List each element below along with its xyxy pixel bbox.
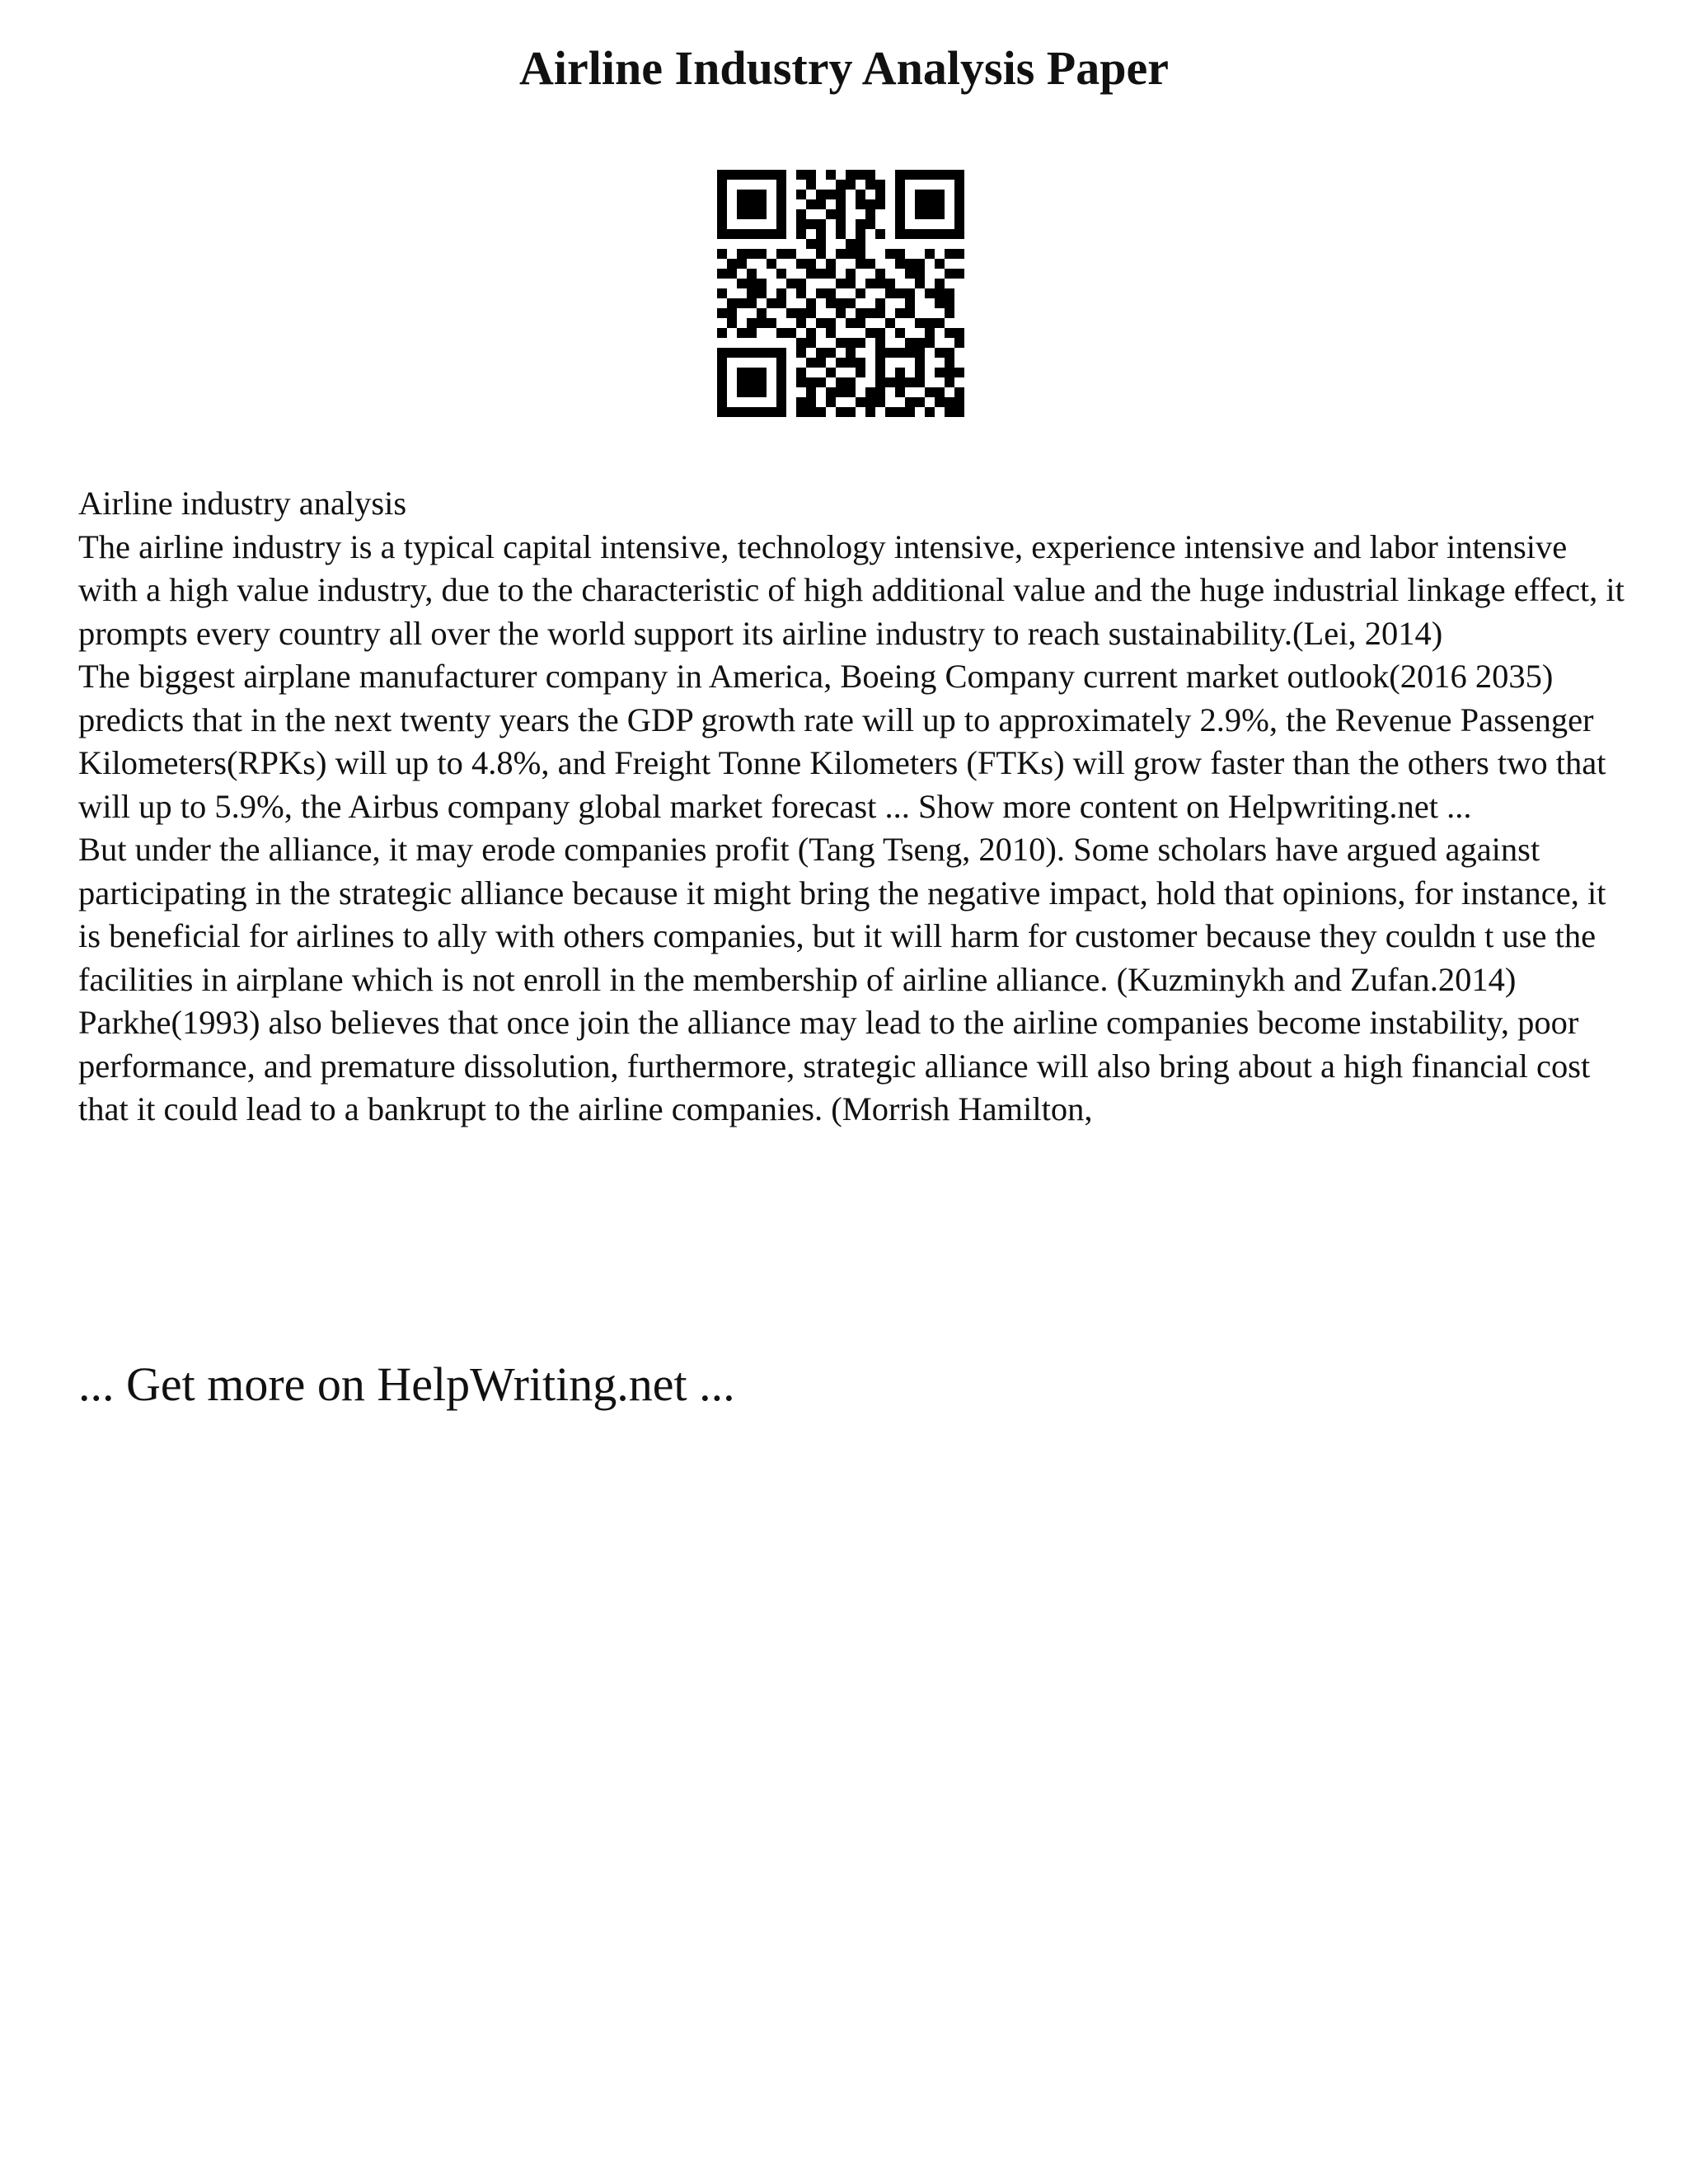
qr-code-icon	[717, 170, 964, 417]
section-heading: Airline industry analysis	[78, 485, 407, 522]
article-body	[78, 482, 1628, 1132]
paragraph-alliance-profit: But under the alliance, it may erode companies profit (Tang Tseng, 2010). Some scholars have argued against participating in the strategic alliance because it might bring the negative impact, hold that opinions, for instance, it is beneficial for airlines to ally with others companies, but it will harm for customer because they couldn t use the facilities in airplane which is not enroll in the membership of airline alliance. (Kuzminykh and Zufan.2014)	[78, 831, 1606, 998]
paragraph-market-outlook: The biggest airplane manufacturer company in America, Boeing Company current market outlook(2016 2035) predicts that in the next twenty years the GDP growth rate will up to approximately 2.9%, the Revenue Passenger Kilometers(RPKs) will up to 4.8%, and Freight Tonne Kilometers (FTKs) will grow faster than the others two that will up to 5.9%, the Airbus company global market forecast ... Show more content on Helpwriting.net ...	[78, 658, 1606, 825]
get-more-link[interactable]: ... Get more on HelpWriting.net ...	[78, 1357, 735, 1411]
page-title: Airline Industry Analysis Paper	[519, 41, 1169, 95]
paragraph-industry-overview: The airline industry is a typical capital intensive, technology intensive, experience intensive and labor intensive with a high value industry, due to the characteristic of high additional value and the huge industrial linkage effect, it prompts every country all over the world support its airline industry to reach sustainability.(Lei, 2014)	[78, 527, 1625, 652]
paragraph-alliance-risk: Parkhe(1993) also believes that once join the alliance may lead to the airline companies become instability, poor performance, and premature dissolution, furthermore, strategic alliance will also bring about a high financial cost that it could lead to a bankrupt to the airline companies. (Morrish Hamilton,	[78, 1004, 1591, 1127]
